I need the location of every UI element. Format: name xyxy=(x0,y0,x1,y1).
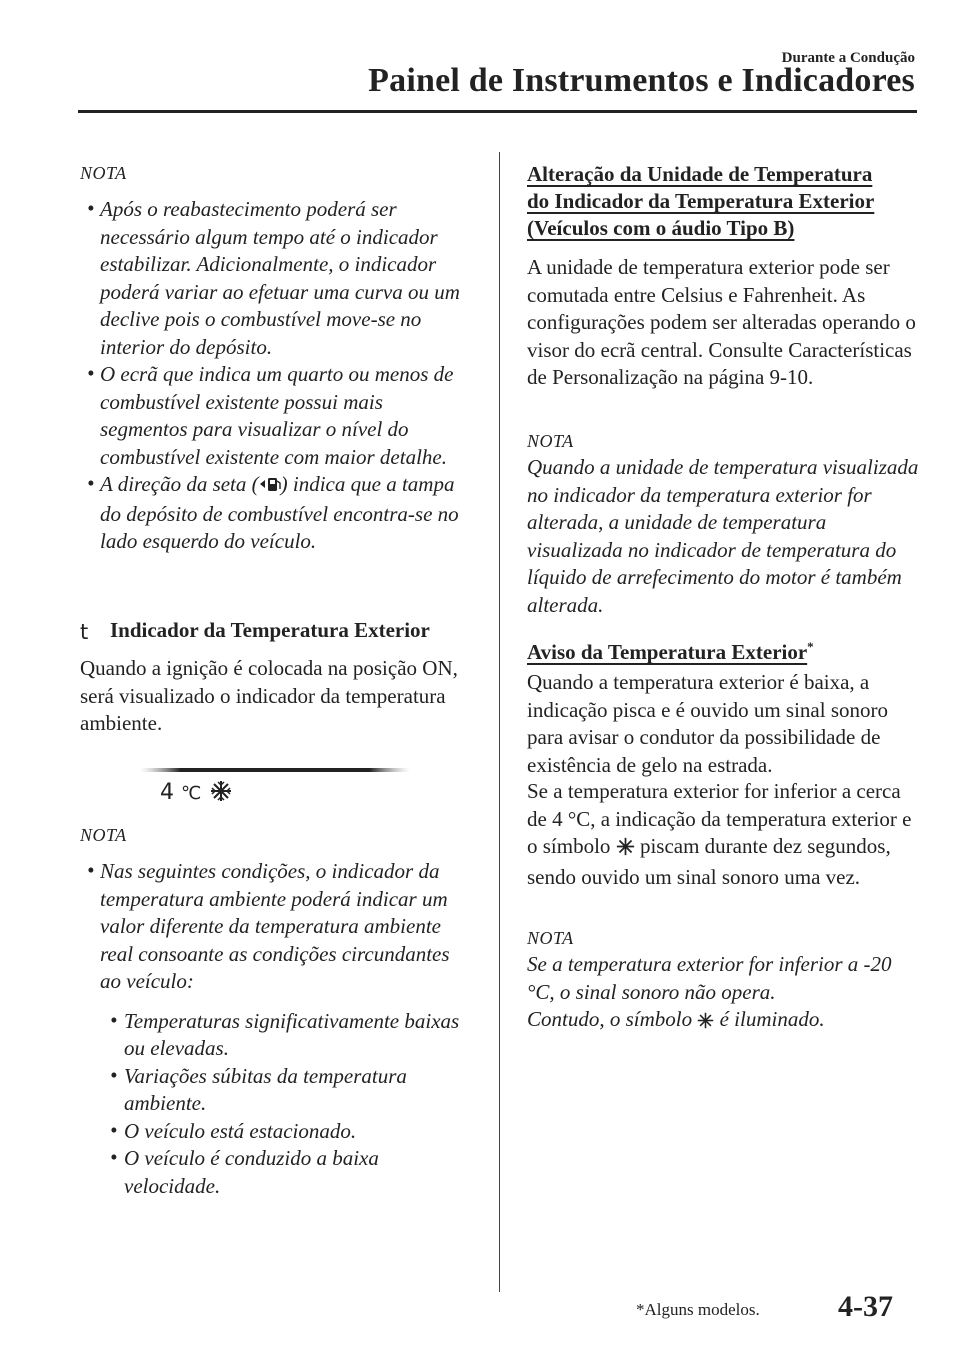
gauge-value: 4 xyxy=(160,780,174,805)
note1-bullets xyxy=(80,196,475,556)
right-note2 xyxy=(527,928,922,1037)
right-note1 xyxy=(527,431,922,619)
note-label: NOTA xyxy=(80,825,127,845)
list-item: • O veículo está estacionado. xyxy=(110,1117,357,1143)
footnote: *Alguns modelos. xyxy=(636,1300,760,1319)
heading-exterior-warning: Aviso da Temperatura Exterior* xyxy=(527,639,814,664)
note-label: NOTA xyxy=(527,431,574,451)
list-item: • O ecrã que indica um quarto ou menos de combustível existente possui mais segmentos para visualizar o nível do combustível existente com maior detalhe. xyxy=(87,361,454,469)
paragraph-threshold: Se a temperatura exterior for inferior a cerca de 4 °C, a indicação da temperatura exterior e o símbolo piscam durante dez segundos, sendo ouvido um sinal sonoro uma vez. xyxy=(527,779,912,889)
heading-unit-change: Alteração da Unidade de Temperatura do Indicador da Temperatura Exterior (Veículos com o áudio Tipo B) xyxy=(527,162,875,240)
note-text: Quando a unidade de temperatura visualizada no indicador da temperatura exterior for alterada, a unidade de temperatura visualizada no indicador de temperatura do líquido de arrefecimento do motor é também alterada. xyxy=(527,455,919,617)
left-note1 xyxy=(80,163,475,556)
paragraph-unit-change: A unidade de temperatura exterior pode ser comutada entre Celsius e Fahrenheit. As configurações podem ser alteradas operando o visor do ecrã central. Consulte Características de Personalização na página 9-10. xyxy=(527,255,916,389)
section-heading: t Indicador da Temperatura Exterior xyxy=(80,618,430,644)
list-item: • Nas seguintes condições, o indicador da temperatura ambiente poderá indicar um valor diferente da temperatura ambiente real consoante as condições circundantes ao veículo: • Temperaturas significativamente baixas ou elevadas. • Variações súbitas da temperatura ambiente. • O veículo está estacionado. • O veículo é conduzido a baixa velocidade. xyxy=(80,858,475,1200)
note2-sub-bullets xyxy=(106,1008,475,1201)
footnote-mark: * xyxy=(807,639,814,654)
gauge-readout xyxy=(160,780,232,808)
column-divider xyxy=(499,152,500,1292)
gauge-unit: ℃ xyxy=(181,783,202,804)
left-note2 xyxy=(80,825,475,1200)
section-marker: t xyxy=(80,620,89,644)
note-label: NOTA xyxy=(527,928,574,948)
header-section: Durante a Condução xyxy=(781,50,915,66)
snowflake-icon xyxy=(616,836,635,864)
list-item: • Após o reabastecimento poderá ser necessário algum tempo até o indicador estabilizar. Adicionalmente, o indicador poderá variar ao efetuar uma curva ou um declive pois o combustível move-se no interior do depósito. xyxy=(87,196,460,359)
note-text: Se a temperatura exterior for inferior a -20 °C, o sinal sonoro não opera. xyxy=(527,952,892,1004)
paragraph-warning: Quando a temperatura exterior é baixa, a indicação pisca e é ouvido um sinal sonoro para avisar o condutor da possibilidade de existência de gelo na estrada. xyxy=(527,670,888,777)
snowflake-icon xyxy=(210,780,232,808)
list-item: • O veículo é conduzido a baixa velocidade. xyxy=(110,1145,379,1198)
section-paragraph: Quando a ignição é colocada na posição ON, será visualizado o indicador da temperatura ambiente. xyxy=(80,656,458,735)
note2-bullets xyxy=(80,858,475,1200)
list-item: • A direção da seta ( ) indica que a tampa do depósito de combustível encontra-se no lado esquerdo do veículo. xyxy=(87,471,459,553)
list-item: • Temperaturas significativamente baixas ou elevadas. xyxy=(110,1007,460,1060)
page-number: 4-37 xyxy=(838,1290,893,1323)
note-label: NOTA xyxy=(80,163,127,183)
note-text: Contudo, o símbolo é iluminado. xyxy=(527,1006,922,1037)
fuel-door-arrow-icon xyxy=(259,473,281,501)
page-title: Painel de Instrumentos e Indicadores xyxy=(368,62,915,99)
snowflake-icon xyxy=(697,1009,714,1037)
header-rule xyxy=(78,110,917,113)
list-item: • Variações súbitas da temperatura ambiente. xyxy=(110,1062,407,1115)
